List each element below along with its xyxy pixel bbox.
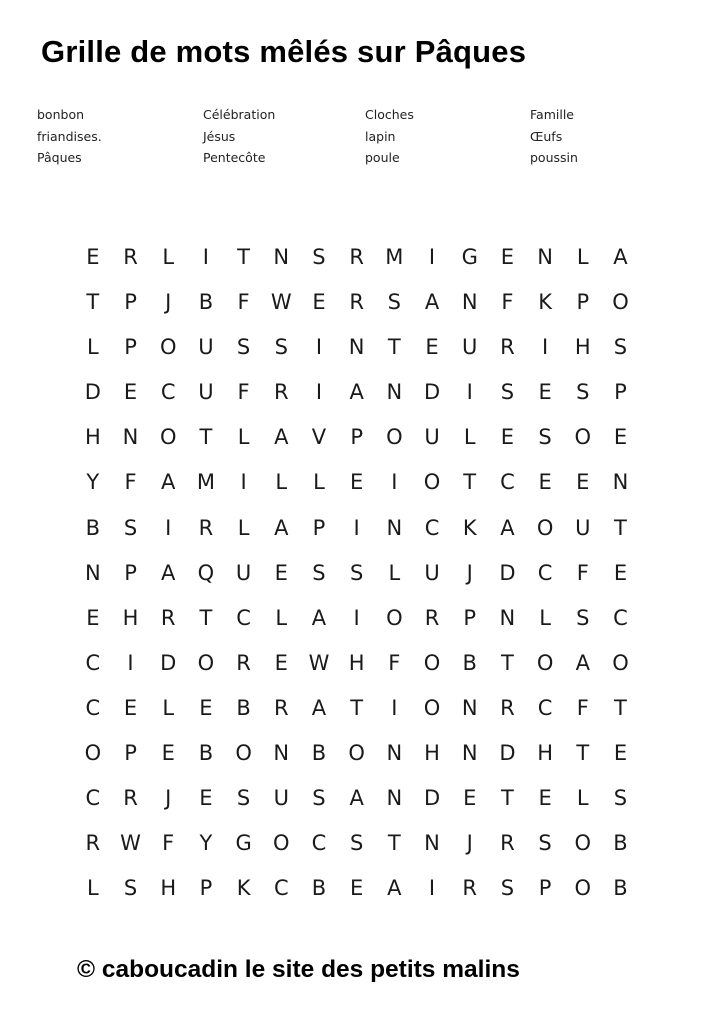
- grid-cell: R: [236, 650, 251, 675]
- grid-cell: L: [86, 335, 99, 360]
- grid-cell: A: [387, 876, 402, 901]
- grid-cell: O: [574, 876, 592, 901]
- grid-cell: T: [576, 741, 590, 766]
- grid-cell: P: [312, 515, 326, 540]
- grid-cell: O: [536, 515, 554, 540]
- grid-cell: L: [313, 470, 325, 495]
- grid-cell: D: [423, 380, 441, 405]
- grid-cell: L: [237, 515, 250, 540]
- grid-cell: O: [574, 425, 592, 450]
- grid-cell: O: [159, 425, 177, 450]
- word-list-item: poule: [365, 150, 400, 165]
- grid-cell: R: [500, 831, 515, 856]
- grid-cell: E: [576, 470, 590, 495]
- grid-cell: H: [424, 741, 440, 766]
- grid-cell: E: [123, 380, 138, 405]
- grid-cell: C: [160, 380, 176, 405]
- grid-cell: G: [235, 831, 252, 856]
- grid-cell: F: [162, 831, 175, 856]
- grid-cell: S: [500, 380, 515, 405]
- grid-cell: N: [461, 290, 478, 315]
- grid-cell: P: [124, 741, 137, 766]
- grid-cell: S: [349, 831, 364, 856]
- grid-cell: F: [576, 560, 589, 585]
- grid-cell: R: [424, 605, 440, 630]
- grid-cell: A: [613, 245, 628, 269]
- grid-cell: B: [311, 741, 327, 766]
- word-list-item: Famille: [530, 107, 574, 122]
- grid-cell: J: [165, 290, 172, 315]
- grid-cell: T: [199, 425, 213, 450]
- grid-cell: N: [461, 695, 478, 720]
- grid-cell: E: [500, 425, 515, 450]
- grid-cell: O: [386, 425, 403, 450]
- grid-cell: I: [391, 470, 398, 495]
- grid-cell: T: [387, 335, 401, 360]
- grid-cell: B: [462, 650, 477, 675]
- grid-cell: D: [499, 560, 516, 585]
- grid-cell: O: [348, 741, 365, 766]
- grid-cell: L: [576, 786, 589, 811]
- grid-cell: C: [85, 650, 101, 675]
- grid-cell: F: [501, 290, 514, 315]
- grid-cell: W: [270, 290, 292, 315]
- grid-cell: W: [120, 831, 141, 856]
- grid-cell: I: [428, 876, 436, 901]
- grid-cell: S: [387, 290, 402, 315]
- grid-cell: Q: [197, 560, 215, 585]
- grid-cell: E: [274, 650, 288, 675]
- grid-cell: R: [198, 515, 214, 540]
- grid-cell: N: [461, 741, 478, 766]
- grid-cell: S: [613, 335, 628, 360]
- grid-cell: A: [311, 605, 327, 630]
- grid-cell: S: [312, 245, 326, 269]
- grid-cell: D: [160, 650, 177, 675]
- grid-cell: N: [386, 380, 403, 405]
- grid-cell: S: [123, 876, 138, 901]
- grid-cell: L: [275, 470, 288, 495]
- grid-cell: N: [386, 741, 403, 766]
- grid-cell: Y: [199, 831, 213, 856]
- grid-cell: N: [386, 515, 403, 540]
- grid-cell: A: [424, 290, 440, 315]
- grid-cell: K: [538, 290, 552, 315]
- grid-cell: T: [463, 470, 477, 495]
- grid-cell: R: [123, 786, 138, 811]
- grid-cell: A: [349, 380, 364, 405]
- grid-cell: S: [576, 380, 590, 405]
- word-list-item: Pâques: [37, 150, 82, 165]
- grid-cell: E: [161, 741, 175, 766]
- grid-cell: O: [84, 741, 102, 766]
- grid-cell: R: [500, 695, 515, 720]
- grid-cell: U: [462, 335, 478, 360]
- grid-cell: O: [273, 831, 290, 856]
- grid-cell: S: [123, 515, 138, 540]
- grid-cell: P: [614, 380, 627, 405]
- grid-cell: T: [500, 650, 514, 675]
- grid-cell: L: [463, 425, 476, 450]
- grid-cell: U: [424, 425, 440, 450]
- grid-cell: U: [273, 786, 289, 811]
- grid-cell: N: [84, 560, 101, 585]
- grid-cell: L: [162, 695, 175, 720]
- grid-cell: R: [85, 831, 101, 856]
- grid-cell: T: [614, 515, 627, 540]
- grid-cell: L: [576, 245, 589, 269]
- grid-cell: U: [235, 560, 252, 585]
- grid-cell: I: [391, 695, 398, 720]
- grid-cell: Y: [86, 470, 100, 495]
- grid-cell: B: [198, 290, 214, 315]
- grid-cell: U: [575, 515, 591, 540]
- grid-cell: E: [350, 470, 364, 495]
- grid-cell: I: [315, 335, 323, 360]
- grid-cell: J: [165, 786, 172, 811]
- grid-cell: T: [350, 695, 364, 720]
- grid-cell: D: [499, 741, 516, 766]
- grid-cell: L: [275, 605, 288, 630]
- grid-cell: E: [613, 741, 628, 766]
- grid-cell: U: [198, 335, 214, 360]
- grid-cell: P: [124, 290, 137, 315]
- letter-grid: [74, 238, 639, 914]
- grid-cell: O: [612, 650, 629, 675]
- grid-cell: E: [463, 786, 477, 811]
- grid-cell: H: [160, 876, 177, 901]
- word-list-item: Jésus: [203, 128, 236, 144]
- grid-cell: N: [348, 335, 365, 360]
- footer-credit: © caboucadin le site des petits malins: [77, 956, 520, 983]
- grid-cell: D: [423, 786, 441, 811]
- grid-cell: E: [538, 380, 552, 405]
- grid-cell: A: [274, 515, 289, 540]
- grid-cell: P: [463, 605, 477, 630]
- grid-cell: N: [273, 741, 290, 766]
- grid-cell: R: [349, 245, 364, 269]
- grid-cell: D: [84, 380, 101, 405]
- grid-cell: E: [199, 786, 213, 811]
- grid-cell: R: [273, 380, 289, 405]
- grid-cell: B: [198, 741, 214, 766]
- grid-cell: A: [161, 560, 176, 585]
- grid-cell: S: [349, 560, 364, 585]
- grid-cell: A: [349, 786, 364, 811]
- word-list-item: bonbon: [37, 107, 85, 122]
- grid-cell: K: [462, 515, 477, 540]
- grid-cell: O: [423, 650, 441, 675]
- grid-cell: C: [500, 470, 515, 495]
- grid-cell: H: [537, 741, 553, 766]
- grid-cell: P: [350, 425, 363, 450]
- grid-cell: S: [274, 335, 288, 360]
- grid-cell: I: [428, 245, 436, 269]
- grid-cell: N: [424, 831, 440, 856]
- grid-cell: L: [162, 245, 175, 269]
- grid-cell: B: [311, 876, 327, 901]
- grid-cell: I: [240, 470, 247, 495]
- grid-cell: A: [161, 470, 176, 495]
- grid-cell: F: [237, 290, 250, 315]
- grid-cell: K: [236, 876, 251, 901]
- word-list-item: Pentecôte: [203, 150, 266, 165]
- grid-cell: E: [274, 560, 288, 585]
- grid-cell: A: [500, 515, 515, 540]
- grid-cell: I: [466, 380, 473, 405]
- grid-cell: E: [500, 245, 515, 269]
- grid-cell: R: [160, 605, 176, 630]
- grid-cell: N: [537, 245, 553, 269]
- grid-cell: I: [353, 515, 360, 540]
- grid-cell: E: [538, 786, 552, 811]
- grid-cell: S: [236, 786, 251, 811]
- grid-cell: R: [349, 290, 364, 315]
- grid-cell: B: [85, 515, 101, 540]
- grid-cell: B: [236, 695, 251, 720]
- grid-cell: N: [273, 245, 290, 269]
- grid-cell: O: [159, 335, 177, 360]
- grid-cell: H: [84, 425, 101, 450]
- grid-cell: E: [350, 876, 364, 901]
- grid-cell: P: [576, 290, 590, 315]
- grid-cell: C: [236, 605, 251, 630]
- grid-cell: E: [312, 290, 326, 315]
- grid-cell: M: [196, 470, 215, 495]
- grid-cell: A: [274, 425, 289, 450]
- grid-cell: P: [124, 560, 137, 585]
- grid-cell: S: [236, 335, 251, 360]
- grid-cell: R: [123, 245, 138, 269]
- page-title: Grille de mots mêlés sur Pâques: [41, 34, 527, 69]
- word-list-item: friandises.: [37, 128, 102, 144]
- grid-cell: N: [499, 605, 516, 630]
- grid-cell: F: [237, 380, 250, 405]
- grid-cell: A: [311, 695, 327, 720]
- grid-cell: C: [273, 876, 289, 901]
- grid-cell: C: [85, 695, 101, 720]
- grid-cell: E: [425, 335, 439, 360]
- grid-cell: C: [85, 786, 101, 811]
- grid-cell: N: [122, 425, 139, 450]
- grid-cell: E: [538, 470, 552, 495]
- grid-cell: S: [613, 786, 628, 811]
- grid-cell: N: [612, 470, 629, 495]
- grid-cell: O: [197, 650, 215, 675]
- grid-cell: S: [538, 425, 552, 450]
- grid-cell: C: [311, 831, 327, 856]
- grid-cell: I: [202, 245, 209, 269]
- grid-cell: S: [312, 786, 326, 811]
- grid-cell: I: [315, 380, 323, 405]
- grid-cell: C: [537, 560, 553, 585]
- word-list-item: lapin: [365, 128, 396, 144]
- grid-cell: I: [127, 650, 134, 675]
- grid-cell: O: [386, 605, 403, 630]
- grid-cell: T: [237, 245, 250, 269]
- grid-cell: O: [536, 650, 554, 675]
- grid-cell: H: [348, 650, 365, 675]
- grid-cell: A: [575, 650, 590, 675]
- grid-cell: P: [538, 876, 552, 901]
- grid-cell: E: [123, 695, 138, 720]
- grid-cell: F: [124, 470, 137, 495]
- grid-cell: O: [612, 290, 629, 315]
- grid-cell: S: [538, 831, 552, 856]
- grid-cell: L: [86, 876, 99, 901]
- grid-cell: L: [388, 560, 401, 585]
- grid-cell: O: [423, 470, 441, 495]
- grid-cell: H: [574, 335, 591, 360]
- grid-cell: W: [308, 650, 330, 675]
- grid-cell: E: [199, 695, 213, 720]
- grid-cell: I: [165, 515, 172, 540]
- grid-cell: R: [462, 876, 478, 901]
- grid-cell: T: [86, 290, 100, 315]
- word-list-item: poussin: [530, 150, 578, 165]
- grid-cell: S: [500, 876, 515, 901]
- grid-cell: J: [466, 560, 473, 585]
- grid-cell: I: [353, 605, 360, 630]
- grid-cell: O: [235, 741, 252, 766]
- grid-cell: T: [199, 605, 213, 630]
- grid-cell: C: [424, 515, 440, 540]
- grid-cell: S: [312, 560, 326, 585]
- grid-cell: E: [613, 560, 628, 585]
- grid-cell: E: [86, 605, 100, 630]
- grid-cell: V: [311, 425, 327, 450]
- grid-cell: E: [613, 425, 628, 450]
- grid-cell: T: [500, 786, 514, 811]
- grid-cell: C: [537, 695, 553, 720]
- grid-cell: T: [387, 831, 401, 856]
- word-list-item: Cloches: [365, 107, 414, 122]
- grid-cell: L: [237, 425, 250, 450]
- grid-cell: B: [613, 831, 628, 856]
- grid-cell: T: [614, 695, 627, 720]
- grid-cell: P: [124, 335, 137, 360]
- grid-cell: C: [613, 605, 628, 630]
- grid-cell: U: [198, 380, 214, 405]
- grid-cell: H: [122, 605, 139, 630]
- grid-cell: R: [273, 695, 289, 720]
- grid-cell: L: [539, 605, 551, 630]
- grid-cell: B: [613, 876, 628, 901]
- grid-cell: R: [500, 335, 515, 360]
- grid-cell: E: [86, 245, 100, 269]
- grid-cell: I: [541, 335, 549, 360]
- grid-cell: U: [424, 560, 440, 585]
- word-list-item: Œufs: [530, 128, 563, 144]
- grid-cell: N: [386, 786, 403, 811]
- grid-cell: M: [385, 245, 404, 269]
- grid-cell: S: [576, 605, 590, 630]
- grid-cell: F: [576, 695, 589, 720]
- grid-cell: J: [466, 831, 473, 856]
- grid-cell: O: [574, 831, 592, 856]
- word-list: [37, 104, 677, 170]
- grid-cell: G: [461, 245, 478, 269]
- grid-cell: F: [388, 650, 401, 675]
- grid-cell: O: [423, 695, 441, 720]
- word-list-item: Célébration: [203, 107, 276, 122]
- grid-cell: P: [199, 876, 213, 901]
